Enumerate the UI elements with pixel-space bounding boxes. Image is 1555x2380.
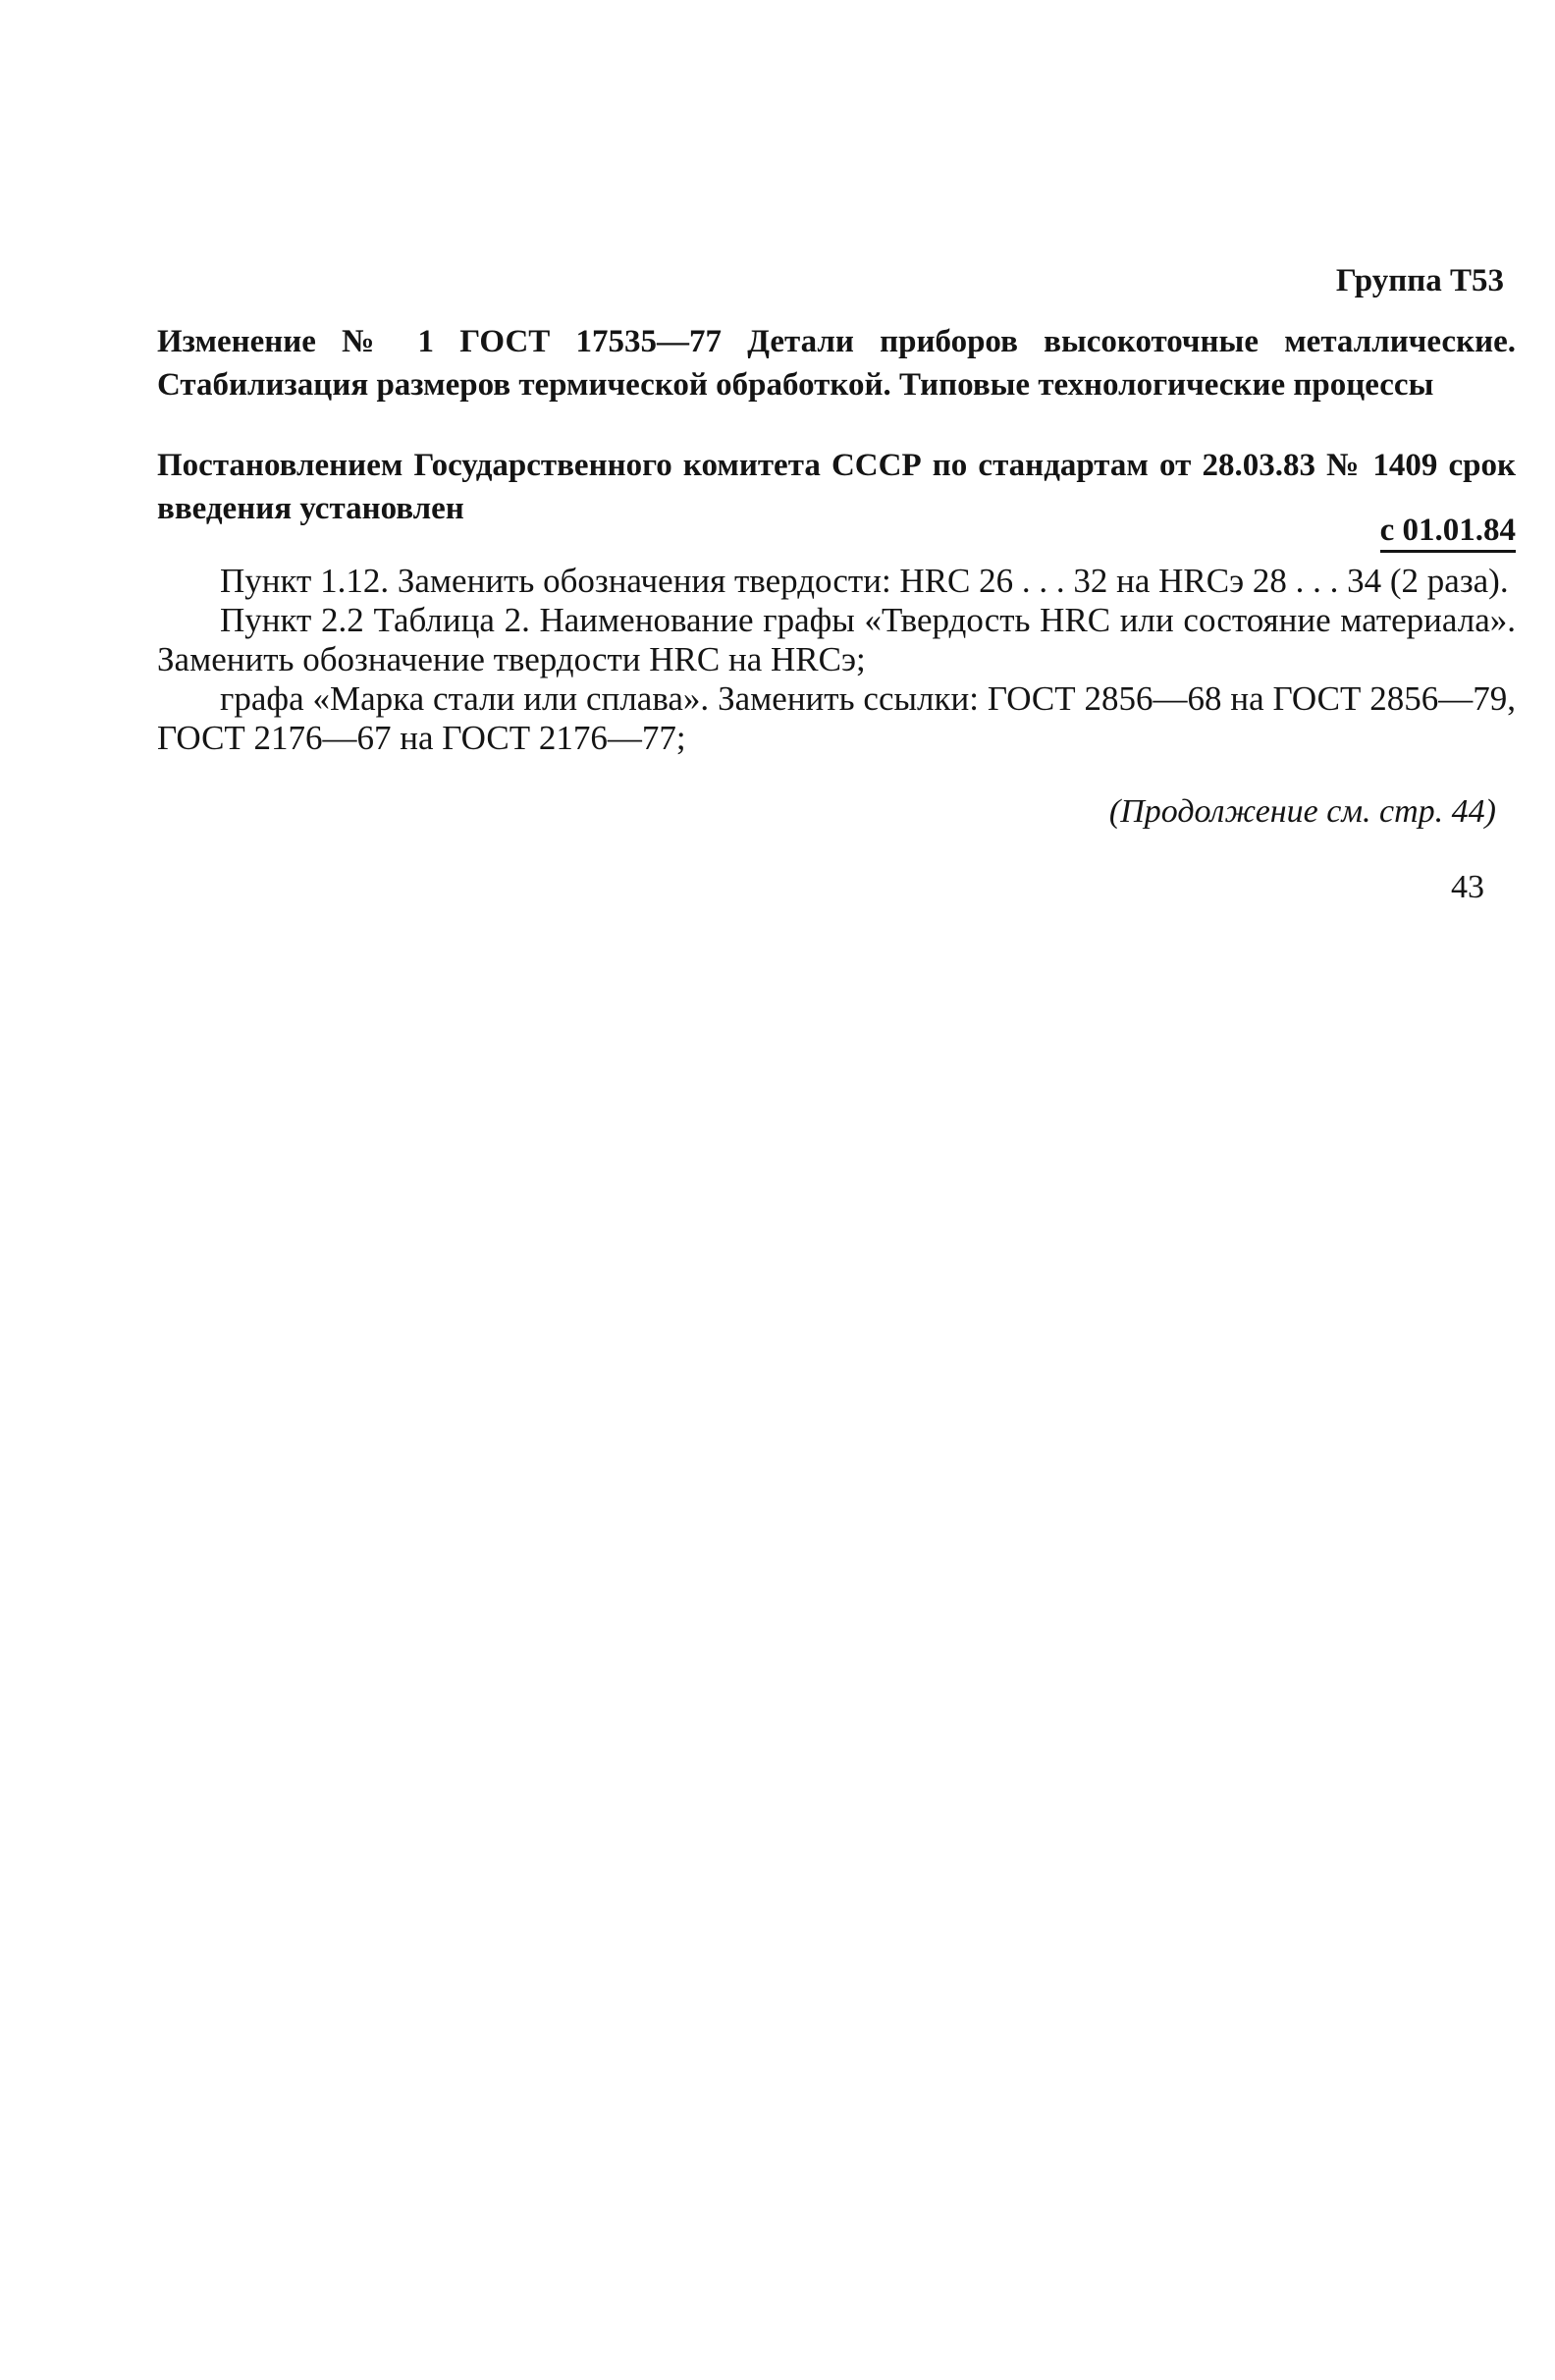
- paragraph: Пункт 1.12. Заменить обозначения твердости: HRC 26 . . . 32 на HRCэ 28 . . . 34 (2 раза).: [220, 562, 1509, 600]
- amendment-title: Изменение № 1 ГОСТ 17535—77 Детали приборов высокоточные металлические. Стабилизация размеров термической обработкой. Типовые технологические процессы: [157, 324, 1516, 403]
- group-code: Группа Т53: [1335, 263, 1504, 298]
- effective-date: с 01.01.84: [1380, 513, 1516, 553]
- page-number: 43: [1451, 869, 1484, 905]
- continuation-note: (Продолжение см. стр. 44): [1108, 793, 1496, 830]
- paragraph: Пункт 2.2 Таблица 2. Наименование графы «Твердость HRC или состояние материала». Заменить обозначение твердости HRC на HRCэ;: [157, 601, 1516, 678]
- resolution-text: Постановлением Государственного комитета СССР по стандартам от 28.03.83 № 1409 срок введения установлен: [157, 448, 1516, 526]
- amendment-body: [157, 562, 1516, 758]
- paragraph: графа «Марка стали или сплава». Заменить ссылки: ГОСТ 2856—68 на ГОСТ 2856—79, ГОСТ 2176—67 на ГОСТ 2176—77;: [157, 679, 1516, 757]
